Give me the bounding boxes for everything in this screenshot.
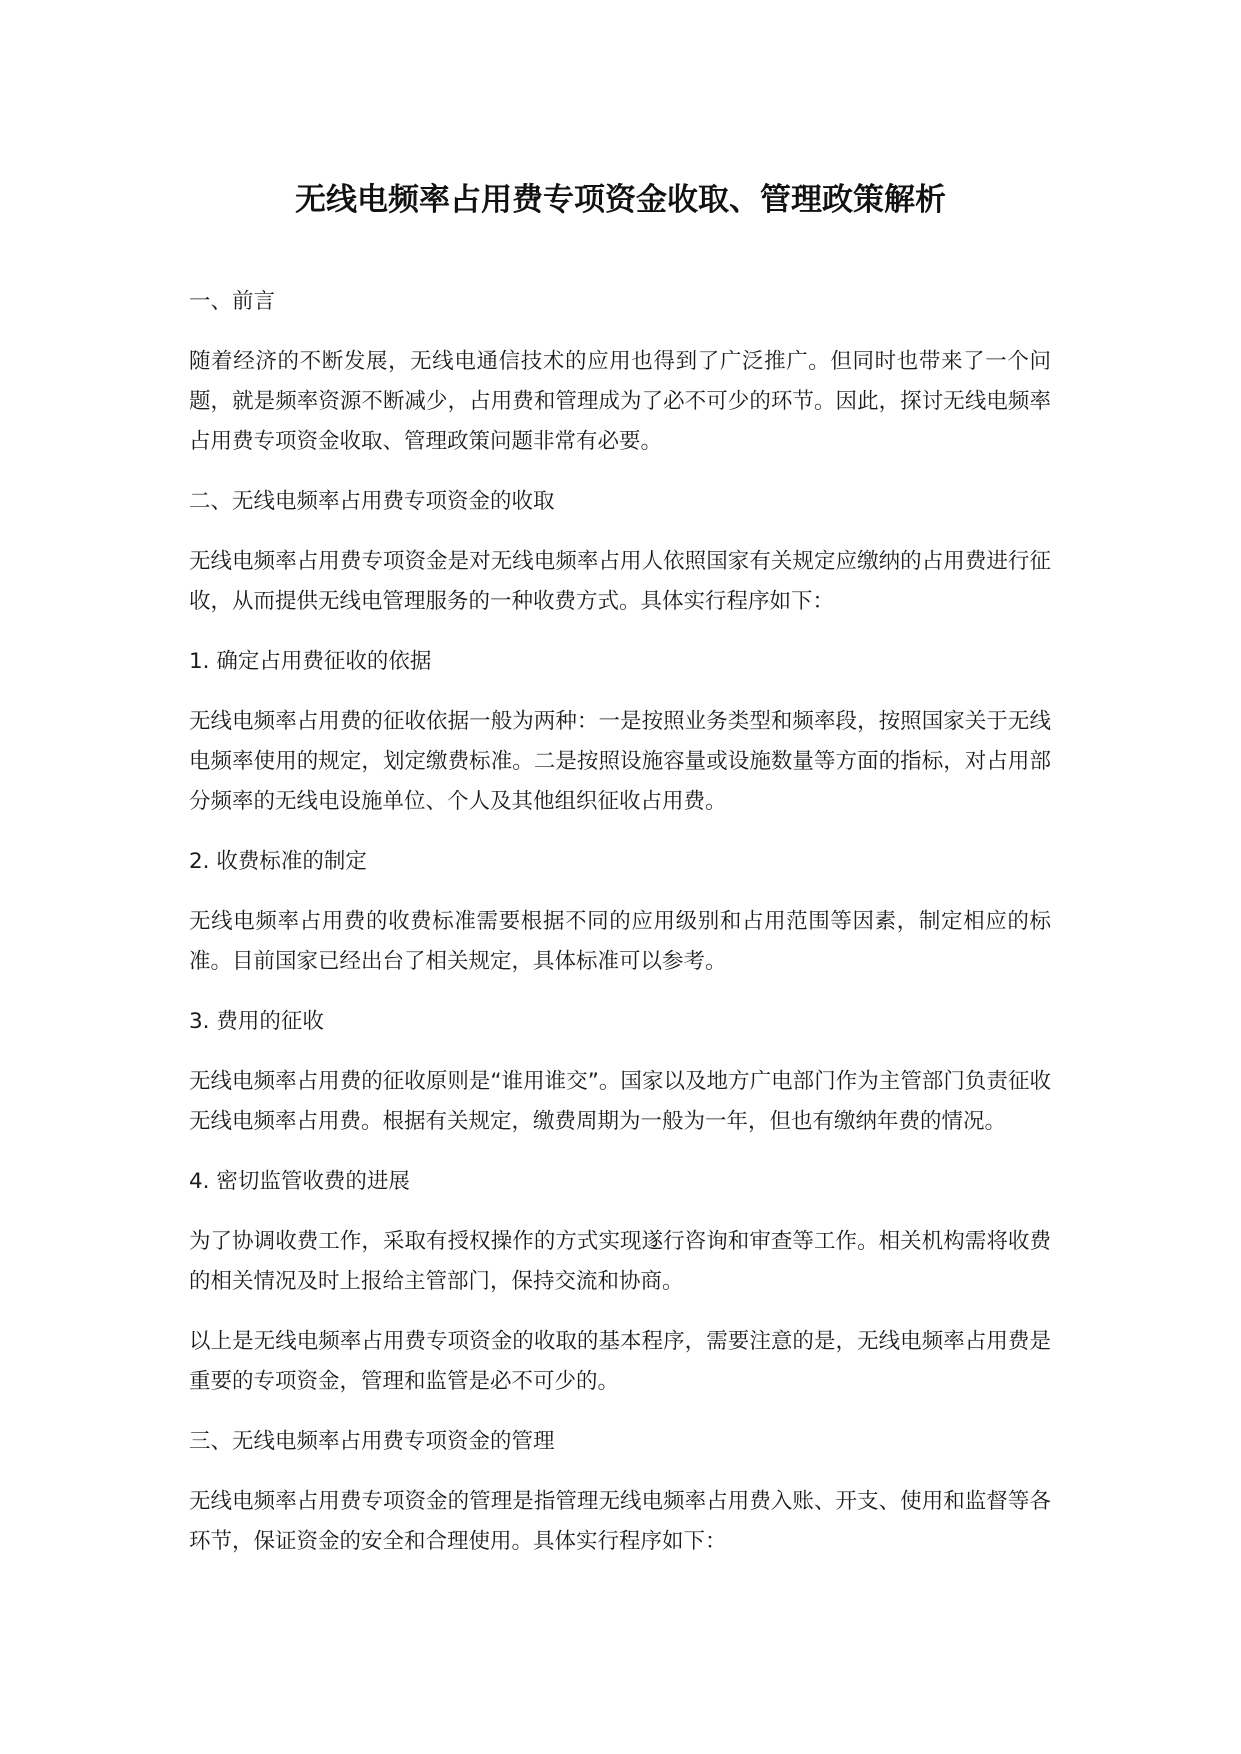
section-heading-collection: 二、无线电频率占用费专项资金的收取 (189, 489, 555, 514)
document-title: 无线电频率占用费专项资金收取、管理政策解析 (295, 182, 946, 218)
paragraph: 随着经济的不断发展，无线电通信技术的应用也得到了广泛推广。但同时也带来了一个问题，就是频率资源不断减少，占用费和管理成为了必不可少的环节。因此，探讨无线电频率占用费专项资金收取、管理政策问题非常有必要。 (189, 349, 1051, 454)
subheading-basis: 1. 确定占用费征收的依据 (189, 649, 432, 674)
subheading-collection-of-fees: 3. 费用的征收 (189, 1009, 324, 1034)
paragraph: 无线电频率占用费的征收依据一般为两种：一是按照业务类型和频率段，按照国家关于无线电频率使用的规定，划定缴费标准。二是按照设施容量或设施数量等方面的指标，对占用部分频率的无线电设施单位、个人及其他组织征收占用费。 (189, 709, 1051, 814)
subheading-supervision: 4. 密切监管收费的进展 (189, 1169, 410, 1194)
paragraph: 无线电频率占用费专项资金的管理是指管理无线电频率占用费入账、开支、使用和监督等各环节，保证资金的安全和合理使用。具体实行程序如下： (189, 1489, 1051, 1554)
paragraph: 为了协调收费工作，采取有授权操作的方式实现遂行咨询和审查等工作。相关机构需将收费的相关情况及时上报给主管部门，保持交流和协商。 (189, 1229, 1051, 1294)
paragraph: 以上是无线电频率占用费专项资金的收取的基本程序，需要注意的是，无线电频率占用费是重要的专项资金，管理和监管是必不可少的。 (189, 1329, 1051, 1394)
section-heading-management: 三、无线电频率占用费专项资金的管理 (189, 1429, 555, 1454)
paragraph: 无线电频率占用费专项资金是对无线电频率占用人依照国家有关规定应缴纳的占用费进行征收，从而提供无线电管理服务的一种收费方式。具体实行程序如下： (189, 549, 1051, 614)
section-heading-preface: 一、前言 (189, 289, 276, 314)
subheading-standards: 2. 收费标准的制定 (189, 849, 367, 874)
paragraph: 无线电频率占用费的收费标准需要根据不同的应用级别和占用范围等因素，制定相应的标准。目前国家已经出台了相关规定，具体标准可以参考。 (189, 909, 1051, 974)
document-body (189, 282, 1051, 1582)
paragraph: 无线电频率占用费的征收原则是“谁用谁交”。国家以及地方广电部门作为主管部门负责征收无线电频率占用费。根据有关规定，缴费周期为一般为一年，但也有缴纳年费的情况。 (189, 1069, 1051, 1134)
